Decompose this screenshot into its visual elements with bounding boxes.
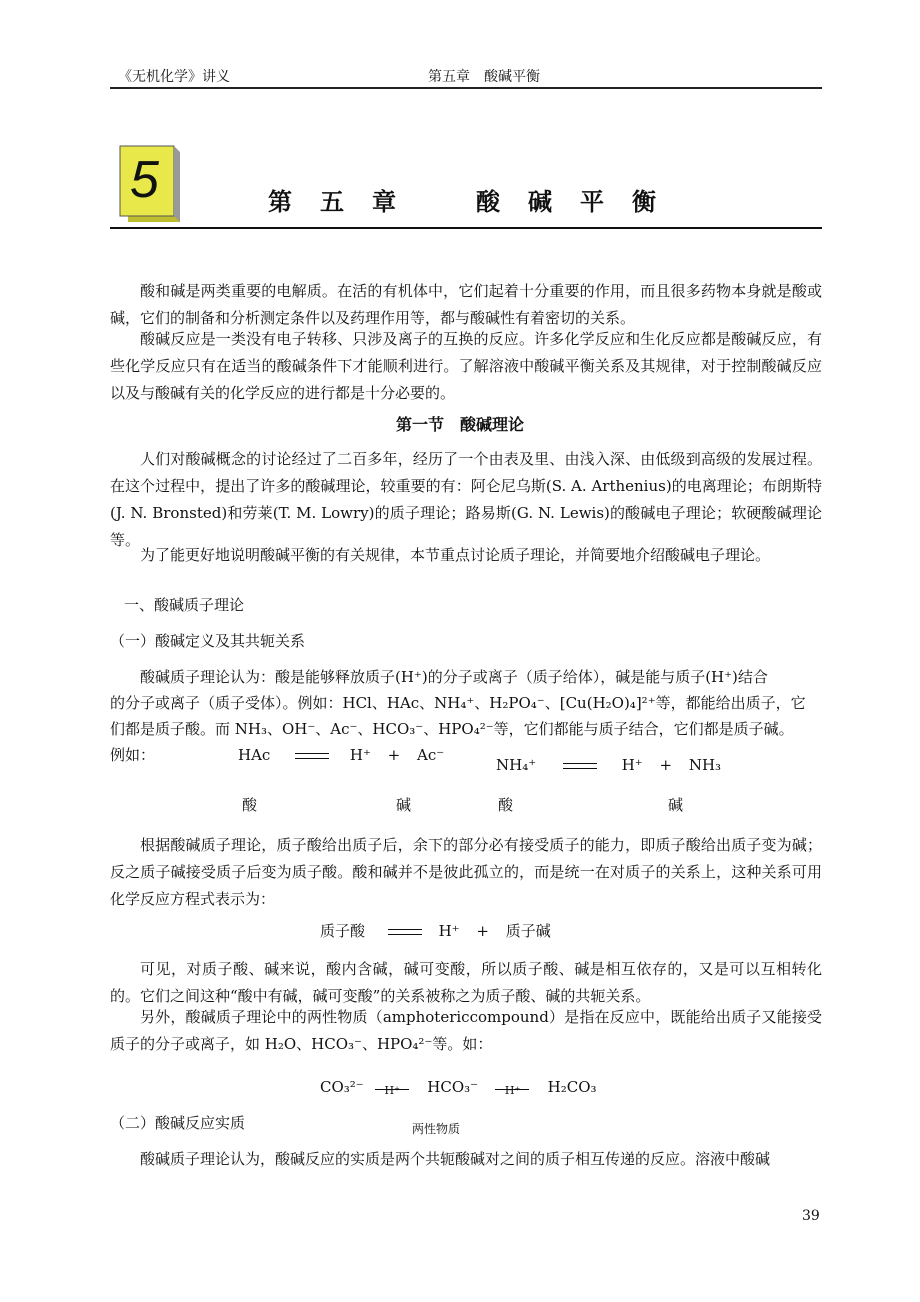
eq3-right: 质子碱 xyxy=(505,922,551,940)
equation-4 xyxy=(320,1078,597,1096)
chapter-rule xyxy=(110,227,822,229)
eq1-acid-label: 酸 xyxy=(242,796,258,814)
eq1-plus: + xyxy=(387,746,401,764)
chapter-title: 第 五 章 酸 碱 平 衡 xyxy=(268,187,658,216)
eq1-proton: H⁺ xyxy=(349,746,371,764)
eq4-b: HCO₃⁻ xyxy=(427,1078,479,1096)
eq2-plus: + xyxy=(659,756,673,774)
last-paragraph: 酸碱质子理论认为，酸碱反应的实质是两个共轭酸碱对之间的质子相互传递的反应。溶液中酸碱 xyxy=(140,1150,771,1168)
definition-line-4: 例如： xyxy=(110,746,156,764)
page-number: 39 xyxy=(802,1208,820,1224)
subheading-1: 一、酸碱质子理论 xyxy=(124,596,245,614)
conjugate-paragraph: 根据酸碱质子理论，质子酸给出质子后，余下的部分必有接受质子的能力，即质子酸给出质子变为碱；反之质子碱接受质子后变为质子酸。酸和碱并不是彼此孤立的，而是统一在对质子的关系上，这种关系可用化学反应方程式表示为： xyxy=(110,836,822,908)
eq2-acid-label: 酸 xyxy=(498,796,514,814)
eq2-base: NH₃ xyxy=(688,756,722,774)
eq2-base-label: 碱 xyxy=(668,796,684,814)
eq2-acid: NH₄⁺ xyxy=(496,756,537,774)
amphoteric-note: 两性物质 xyxy=(412,1122,461,1136)
subheading-1a: （一）酸碱定义及其共轭关系 xyxy=(110,632,306,650)
chapter-number: 5 xyxy=(130,151,159,209)
header-left: 《无机化学》讲义 xyxy=(118,69,230,85)
eq3-left: 质子酸 xyxy=(320,922,366,940)
eq1-acid: HAc xyxy=(238,746,271,764)
section-paragraph-2: 为了能更好地说明酸碱平衡的有关规律，本节重点讨论质子理论，并简要地介绍酸碱电子理论。 xyxy=(140,546,771,564)
equation-3 xyxy=(320,920,551,941)
eq3-plus: + xyxy=(476,922,489,940)
amphoteric-paragraph: 另外，酸碱质子理论中的两性物质（amphotericcompound）是指在反应中，既能给出质子又能接受质子的分子或离子，如 H₂O、HCO₃⁻、HPO₄²⁻等。如： xyxy=(110,1008,822,1053)
eq4-arrow-1: H⁺ xyxy=(375,1082,413,1095)
header-rule xyxy=(110,87,822,89)
chapter-number-box xyxy=(118,142,184,224)
header-center: 第五章 酸碱平衡 xyxy=(428,69,540,85)
eq3-proton: H⁺ xyxy=(438,922,460,940)
eq4-c: H₂CO₃ xyxy=(547,1078,597,1096)
equilibrium-arrow-icon xyxy=(563,762,597,770)
definition-line-3: 们都是质子酸。而 NH₃、OH⁻、Ac⁻、HCO₃⁻、HPO₄²⁻等，它们都能与质子结合，它们都是质子碱。 xyxy=(110,720,794,738)
section-paragraph-1: 人们对酸碱概念的讨论经过了二百多年，经历了一个由表及里、由浅入深、由低级到高级的发展过程。在这个过程中，提出了许多的酸碱理论，较重要的有：阿仑尼乌斯(S. A. Arthenius)的电离理论；布朗斯特(J. N. Bronsted)和劳莱(T. M. Lowry)的质子理论；路易斯(G. N. Lewis)的酸碱电子理论；软硬酸碱理论等。 xyxy=(110,450,822,549)
equation-1 xyxy=(238,746,444,764)
equilibrium-arrow-icon xyxy=(388,928,422,936)
eq2-proton: H⁺ xyxy=(621,756,643,774)
definition-line-1: 酸碱质子理论认为：酸是能够释放质子(H⁺)的分子或离子（质子给体），碱是能与质子(H⁺)结合 xyxy=(140,668,768,686)
intro-paragraph-2: 酸碱反应是一类没有电子转移、只涉及离子的互换的反应。许多化学反应和生化反应都是酸碱反应，有些化学反应只有在适当的酸碱条件下才能顺利进行。了解溶液中酸碱平衡关系及其规律，对于控制酸碱反应以及与酸碱有关的化学反应的进行都是十分必要的。 xyxy=(110,330,822,402)
section-title: 第一节 酸碱理论 xyxy=(395,415,524,434)
eq4-arrow-2: H⁺ xyxy=(495,1082,533,1095)
intro-paragraph-1: 酸和碱是两类重要的电解质。在活的有机体中，它们起着十分重要的作用，而且很多药物本身就是酸或碱，它们的制备和分析测定条件以及药理作用等，都与酸碱性有着密切的关系。 xyxy=(110,282,822,327)
subheading-1b: （二）酸碱反应实质 xyxy=(110,1114,246,1132)
equilibrium-arrow-icon xyxy=(295,752,329,760)
eq1-base: Ac⁻ xyxy=(417,746,445,764)
equation-2 xyxy=(496,756,721,774)
eq4-a: CO₃²⁻ xyxy=(320,1078,364,1096)
definition-line-2: 的分子或离子（质子受体）。例如：HCl、HAc、NH₄⁺、H₂PO₄⁻、[Cu(H₂O)₄]²⁺等，都能给出质子，它 xyxy=(110,694,806,712)
eq1-base-label: 碱 xyxy=(396,796,412,814)
after-equation-paragraph: 可见，对质子酸、碱来说，酸内含碱，碱可变酸，所以质子酸、碱是相互依存的，又是可以互相转化的。它们之间这种“酸中有碱，碱可变酸”的关系被称之为质子酸、碱的共轭关系。 xyxy=(110,960,822,1005)
